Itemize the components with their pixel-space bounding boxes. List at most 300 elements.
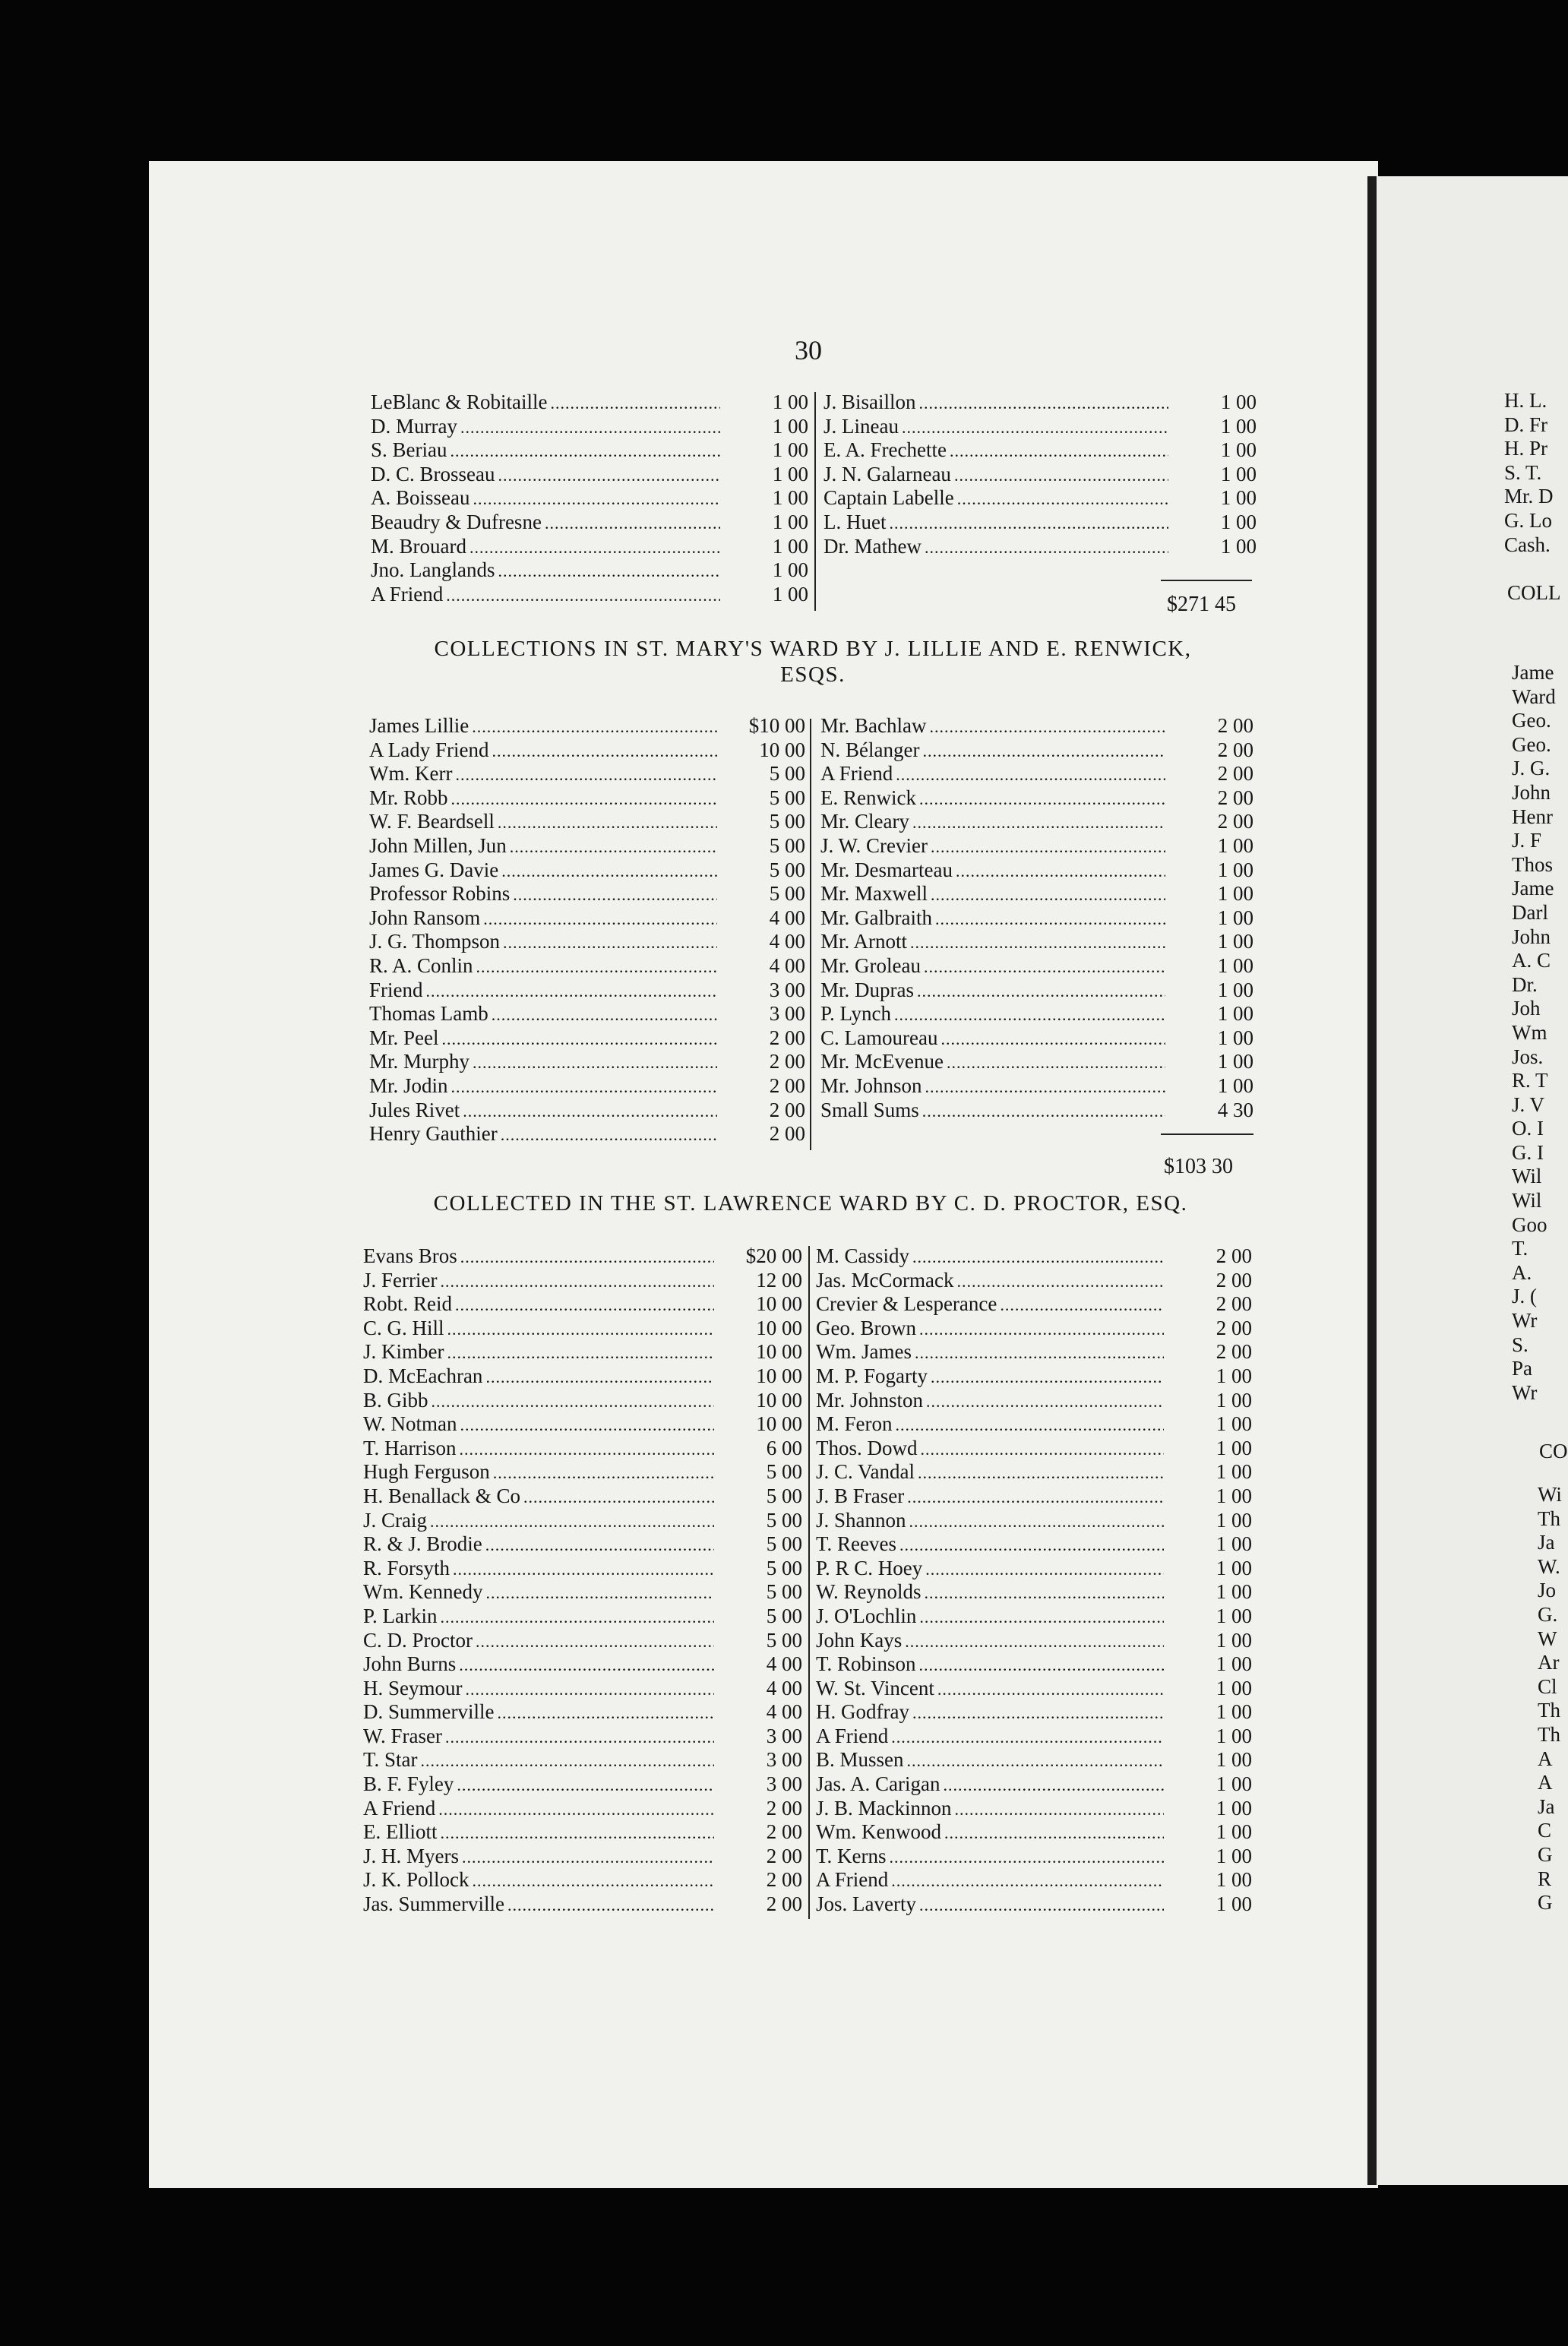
entry-amount: 5 00 <box>769 810 805 833</box>
entry-amount: 1 00 <box>772 582 808 605</box>
list-item <box>816 1629 1252 1653</box>
fragment-line: O. I <box>1512 1117 1544 1140</box>
leader-dots <box>451 787 717 811</box>
entry-name: Wm. James <box>816 1340 912 1364</box>
leader-dots <box>896 763 1165 787</box>
leader-dots <box>910 931 1165 955</box>
leader-dots <box>899 1533 1164 1557</box>
leader-dots <box>430 1510 714 1534</box>
leader-dots <box>523 1485 714 1510</box>
entry-name: J. Kimber <box>363 1340 444 1364</box>
leader-dots <box>466 1677 715 1702</box>
entry-name: A Lady Friend <box>369 738 489 761</box>
leader-dots <box>455 763 717 787</box>
fragment-line: W. <box>1538 1554 1560 1578</box>
leader-dots <box>956 859 1165 884</box>
list-item <box>816 1532 1252 1557</box>
list-item <box>824 415 1257 439</box>
list-item <box>816 1820 1252 1845</box>
fragment-line: G <box>1538 1842 1553 1866</box>
leader-dots <box>902 416 1168 440</box>
list-item <box>369 786 805 811</box>
entry-name: D. C. Brosseau <box>371 462 495 485</box>
entry-amount: 1 00 <box>1217 833 1253 857</box>
next-page-heading1: COLL <box>1507 581 1561 604</box>
list-item <box>363 1652 802 1677</box>
entry-amount: 1 00 <box>1216 1436 1252 1459</box>
list-item <box>363 1748 802 1772</box>
entry-amount: 1 00 <box>1217 1073 1253 1097</box>
entry-amount: 1 00 <box>1216 1484 1252 1507</box>
list-item <box>820 930 1253 954</box>
fragment-line: Ar <box>1538 1651 1560 1674</box>
entry-amount: 5 00 <box>766 1460 802 1484</box>
entry-amount: 4 00 <box>769 930 805 953</box>
list-item <box>363 1820 802 1845</box>
leader-dots <box>954 463 1168 488</box>
entry-name: P. R C. Hoey <box>816 1556 923 1579</box>
list-item <box>816 1892 1252 1917</box>
list-item <box>820 786 1253 811</box>
leader-dots <box>462 1845 714 1870</box>
entry-name: J. Shannon <box>816 1508 906 1532</box>
entry-amount: 2 00 <box>1217 762 1253 786</box>
entry-amount: 1 00 <box>1220 462 1257 485</box>
leader-dots <box>924 955 1165 979</box>
entry-name: C. Lamoureau <box>820 1026 938 1049</box>
entry-amount: 1 00 <box>1216 1508 1252 1532</box>
leader-dots <box>919 787 1165 811</box>
list-item <box>824 486 1257 511</box>
fragment-line: G. Lo <box>1504 508 1552 532</box>
list-item <box>369 738 805 763</box>
entry-name: M. Feron <box>816 1412 893 1436</box>
entry-name: C. G. Hill <box>363 1316 444 1339</box>
leader-dots <box>907 1485 1164 1510</box>
list-item <box>816 1317 1252 1341</box>
leader-dots <box>492 739 717 764</box>
fragment-line: Cash. <box>1504 533 1551 556</box>
entry-amount: 3 00 <box>769 1002 805 1026</box>
entry-amount: $20 00 <box>745 1244 802 1267</box>
entry-name: Robt. Reid <box>363 1292 453 1316</box>
entry-name: Wm. Kerr <box>369 762 453 786</box>
list-item <box>816 1437 1252 1461</box>
entry-amount: 5 00 <box>766 1604 802 1627</box>
list-item <box>363 1700 802 1725</box>
list-item <box>820 834 1253 858</box>
list-item <box>816 1700 1252 1725</box>
leader-dots <box>917 979 1165 1004</box>
entry-amount: 1 00 <box>1216 1652 1252 1676</box>
fragment-line: J. ( <box>1512 1285 1537 1308</box>
leader-dots <box>501 1123 717 1147</box>
entry-name: Jules Rivet <box>369 1098 460 1121</box>
list-item <box>824 463 1257 487</box>
entry-amount: 2 00 <box>766 1868 802 1892</box>
entry-amount: 1 00 <box>1216 1604 1252 1627</box>
leader-dots <box>447 1317 714 1342</box>
leader-dots <box>912 1245 1164 1269</box>
fragment-line: S. <box>1512 1333 1528 1356</box>
leader-dots <box>438 1797 714 1822</box>
list-item <box>820 810 1253 834</box>
entry-amount: 2 00 <box>769 1073 805 1097</box>
leader-dots <box>460 1245 714 1269</box>
leader-dots <box>476 1630 714 1654</box>
next-page-heading2: CO <box>1539 1440 1568 1462</box>
entry-amount: 5 00 <box>766 1508 802 1532</box>
leader-dots <box>925 1581 1164 1605</box>
entry-name: Dr. Mathew <box>824 534 922 558</box>
list-item <box>363 1389 802 1413</box>
list-item <box>369 810 805 834</box>
entry-name: Mr. Jodin <box>369 1073 448 1097</box>
list-item <box>363 1797 802 1821</box>
list-item <box>363 1509 802 1533</box>
entry-amount: 2 00 <box>1216 1316 1252 1339</box>
next-page-list1 <box>1512 661 1568 1405</box>
entry-amount: 1 00 <box>1216 1700 1252 1724</box>
entry-name: E. A. Frechette <box>824 438 947 462</box>
fragment-line: Joh <box>1512 997 1541 1020</box>
fragment-line: Cl <box>1538 1674 1557 1698</box>
leader-dots <box>513 883 717 907</box>
section1-divider <box>814 392 816 611</box>
list-item <box>369 954 805 979</box>
entry-amount: 2 00 <box>1216 1268 1252 1292</box>
entry-amount: 2 00 <box>1217 786 1253 809</box>
entry-amount: 1 00 <box>1216 1580 1252 1604</box>
leader-dots <box>510 835 717 859</box>
entry-amount: 10 00 <box>759 738 805 761</box>
section1-total-rule <box>1161 580 1252 581</box>
entry-amount: 5 00 <box>769 858 805 881</box>
leader-dots <box>473 1869 714 1893</box>
list-item <box>820 762 1253 786</box>
entry-name: D. Summerville <box>363 1700 495 1724</box>
leader-dots <box>550 391 720 416</box>
section2-heading-line1: COLLECTIONS IN ST. MARY'S WARD BY J. LILLIE AND E. RENWICK, <box>434 637 1192 661</box>
entry-name: Wm. Kenwood <box>816 1820 941 1844</box>
entry-name: J. Lineau <box>824 414 899 438</box>
entry-amount: 10 00 <box>756 1292 802 1316</box>
entry-name: R. A. Conlin <box>369 953 473 977</box>
list-item <box>363 1677 802 1701</box>
list-item <box>820 906 1253 931</box>
leader-dots <box>950 439 1168 463</box>
entry-name: S. Beriau <box>371 438 447 462</box>
entry-amount: 1 00 <box>1216 1412 1252 1436</box>
entry-name: Mr. Robb <box>369 786 448 809</box>
list-item <box>371 558 808 583</box>
section2-right-column <box>820 714 1253 1122</box>
fragment-line: G. <box>1538 1602 1558 1626</box>
fragment-line: Wr <box>1512 1309 1538 1333</box>
entry-name: W. Reynolds <box>816 1580 922 1604</box>
list-item <box>363 1605 802 1629</box>
leader-dots <box>451 1075 717 1099</box>
list-item <box>371 390 808 415</box>
list-item <box>371 486 808 511</box>
fragment-line: Jame <box>1512 661 1554 684</box>
entry-amount: 1 00 <box>1217 1002 1253 1026</box>
list-item <box>820 1099 1253 1123</box>
entry-amount: 4 00 <box>769 953 805 977</box>
entry-name: M. Brouard <box>371 534 466 558</box>
leader-dots <box>460 416 720 440</box>
fragment-line: T. <box>1512 1237 1528 1260</box>
entry-amount: 1 00 <box>772 438 808 462</box>
entry-name: N. Bélanger <box>820 738 920 761</box>
leader-dots <box>943 1773 1164 1797</box>
list-item <box>816 1557 1252 1581</box>
list-item <box>369 979 805 1003</box>
entry-amount: 1 00 <box>1216 1748 1252 1772</box>
section2-left-column <box>369 714 805 1146</box>
entry-name: Mr. Galbraith <box>820 906 932 929</box>
next-page-top-list <box>1504 389 1568 557</box>
section2-divider <box>810 719 811 1150</box>
fragment-line: Wr <box>1512 1380 1538 1404</box>
entry-name: J. Ferrier <box>363 1268 438 1292</box>
list-item <box>369 1074 805 1099</box>
entry-amount: 1 00 <box>1216 1364 1252 1387</box>
entry-amount: 1 00 <box>772 414 808 438</box>
entry-amount: 1 00 <box>1217 978 1253 1001</box>
list-item <box>363 1532 802 1557</box>
leader-dots <box>1000 1293 1164 1317</box>
entry-name: Jno. Langlands <box>371 558 495 582</box>
entry-amount: 2 00 <box>766 1892 802 1916</box>
fragment-line: A. <box>1512 1260 1532 1284</box>
fragment-line: Goo <box>1512 1213 1547 1236</box>
fragment-line: Ja <box>1538 1531 1555 1554</box>
leader-dots <box>545 511 720 536</box>
list-item <box>363 1437 802 1461</box>
entry-name: Jas. Summerville <box>363 1892 504 1916</box>
list-item <box>816 1292 1252 1317</box>
list-item <box>371 511 808 535</box>
section2-total-rule <box>1161 1133 1253 1135</box>
list-item <box>824 438 1257 463</box>
entry-amount: 1 00 <box>1216 1628 1252 1652</box>
list-item <box>816 1364 1252 1389</box>
entry-name: T. Robinson <box>816 1652 916 1676</box>
leader-dots <box>440 1269 714 1294</box>
entry-name: J. B. Mackinnon <box>816 1796 952 1820</box>
entry-name: Mr. Arnott <box>820 930 908 953</box>
entry-name: James Lillie <box>369 714 469 737</box>
entry-name: J. N. Galarneau <box>824 462 951 485</box>
entry-amount: 1 00 <box>1217 906 1253 929</box>
entry-name: T. Star <box>363 1748 418 1772</box>
entry-amount: 1 00 <box>1216 1820 1252 1844</box>
list-item <box>363 1772 802 1797</box>
list-item <box>363 1292 802 1317</box>
leader-dots <box>472 715 717 739</box>
fragment-line: Dr. <box>1512 972 1538 996</box>
entry-name: J. W. Crevier <box>820 833 928 857</box>
entry-name: Mr. Peel <box>369 1026 439 1049</box>
entry-name: Mr. Groleau <box>820 953 921 977</box>
list-item <box>369 906 805 931</box>
fragment-line: Wil <box>1512 1189 1542 1213</box>
leader-dots <box>935 907 1165 931</box>
list-item <box>816 1244 1252 1269</box>
entry-amount: 5 00 <box>769 762 805 786</box>
fragment-line: Th <box>1538 1699 1560 1722</box>
fragment-line: Pa <box>1512 1357 1532 1380</box>
list-item <box>816 1412 1252 1437</box>
entry-amount: 10 00 <box>756 1412 802 1436</box>
entry-name: R. Forsyth <box>363 1556 450 1579</box>
entry-amount: 2 00 <box>1216 1340 1252 1364</box>
entry-amount: 1 00 <box>772 390 808 413</box>
leader-dots <box>912 1701 1164 1725</box>
entry-amount: 1 00 <box>1220 414 1257 438</box>
list-item <box>816 1845 1252 1869</box>
entry-name: A Friend <box>371 582 444 605</box>
fragment-line: Darl <box>1512 900 1548 924</box>
entry-amount: 1 00 <box>772 510 808 533</box>
entry-name: W. Fraser <box>363 1724 442 1747</box>
page-number: 30 <box>795 335 822 365</box>
entry-name: B. F. Fyley <box>363 1772 454 1796</box>
leader-dots <box>459 1653 714 1677</box>
fragment-line: D. Fr <box>1504 413 1548 436</box>
entry-name: J. B Fraser <box>816 1484 905 1507</box>
entry-name: T. Reeves <box>816 1532 896 1556</box>
list-item <box>816 1797 1252 1821</box>
entry-name: Mr. Desmarteau <box>820 858 953 881</box>
entry-name: Hugh Ferguson <box>363 1460 490 1484</box>
list-item <box>363 1892 802 1917</box>
leader-dots <box>442 1027 718 1051</box>
entry-amount: 1 00 <box>772 558 808 582</box>
entry-amount: 3 00 <box>769 978 805 1001</box>
fragment-line: Ja <box>1538 1794 1555 1818</box>
list-item <box>369 1026 805 1051</box>
leader-dots <box>492 1003 717 1027</box>
entry-name: Captain Labelle <box>824 486 954 510</box>
entry-name: J. G. Thompson <box>369 930 501 953</box>
leader-dots <box>497 1701 714 1725</box>
leader-dots <box>922 739 1165 764</box>
entry-name: Small Sums <box>820 1098 919 1121</box>
list-item <box>816 1580 1252 1605</box>
fragment-line: H. L. <box>1504 389 1547 412</box>
list-item <box>816 1868 1252 1892</box>
leader-dots <box>483 907 717 931</box>
entry-amount: 10 00 <box>756 1388 802 1412</box>
fragment-line: John <box>1512 780 1551 804</box>
leader-dots <box>919 1653 1164 1677</box>
entry-amount: 12 00 <box>756 1268 802 1292</box>
entry-amount: 5 00 <box>766 1580 802 1604</box>
fragment-line: Wi <box>1538 1483 1562 1506</box>
leader-dots <box>485 1365 714 1390</box>
entry-amount: 6 00 <box>766 1436 802 1459</box>
list-item <box>820 714 1253 738</box>
list-item <box>363 1244 802 1269</box>
fragment-line: A. C <box>1512 949 1551 972</box>
leader-dots <box>485 1533 714 1557</box>
entry-amount: 5 00 <box>766 1628 802 1652</box>
section1-left-column <box>371 390 808 606</box>
entry-name: W. St. Vincent <box>816 1676 934 1699</box>
entry-name: John Kays <box>816 1628 903 1652</box>
leader-dots <box>921 1437 1165 1462</box>
section3-left-column <box>363 1244 802 1917</box>
fragment-line: Geo. <box>1512 732 1551 756</box>
list-item <box>369 858 805 883</box>
leader-dots <box>485 1581 714 1605</box>
leader-dots <box>944 1821 1164 1845</box>
leader-dots <box>889 1845 1164 1870</box>
leader-dots <box>445 1725 714 1750</box>
leader-dots <box>459 1437 714 1462</box>
list-item <box>820 858 1253 883</box>
leader-dots <box>426 979 718 1004</box>
entry-name: M. Cassidy <box>816 1244 910 1267</box>
list-item <box>369 1050 805 1074</box>
list-item <box>363 1868 802 1892</box>
leader-dots <box>918 1461 1164 1485</box>
entry-name: Thomas Lamb <box>369 1002 488 1026</box>
fragment-line: Ward <box>1512 685 1556 708</box>
entry-name: Jas. McCormack <box>816 1268 954 1292</box>
leader-dots <box>498 463 721 488</box>
fragment-line: R <box>1538 1867 1552 1890</box>
leader-dots <box>905 1630 1164 1654</box>
entry-amount: 1 00 <box>1220 390 1257 413</box>
leader-dots <box>956 1269 1164 1294</box>
entry-name: Mr. Cleary <box>820 810 909 833</box>
entry-name: T. Kerns <box>816 1844 887 1867</box>
entry-amount: 10 00 <box>756 1340 802 1364</box>
leader-dots <box>931 1365 1164 1390</box>
entry-name: Henry Gauthier <box>369 1122 498 1146</box>
leader-dots <box>937 1677 1164 1702</box>
list-item <box>363 1725 802 1749</box>
entry-amount: 4 00 <box>766 1652 802 1676</box>
entry-name: J. O'Lochlin <box>816 1604 917 1627</box>
section3-right-column <box>816 1244 1252 1917</box>
entry-amount: 1 00 <box>1216 1388 1252 1412</box>
leader-dots <box>420 1749 714 1773</box>
entry-name: Professor Robins <box>369 882 511 906</box>
entry-name: Friend <box>369 978 423 1001</box>
entry-amount: 1 00 <box>1220 534 1257 558</box>
leader-dots <box>450 439 721 463</box>
entry-name: J. C. Vandal <box>816 1460 915 1484</box>
entry-amount: 1 00 <box>1216 1796 1252 1820</box>
fragment-line: Th <box>1538 1507 1560 1530</box>
list-item <box>824 535 1257 559</box>
entry-amount: 4 30 <box>1217 1098 1253 1121</box>
entry-name: W. Notman <box>363 1412 457 1436</box>
entry-name: Wm. Kennedy <box>363 1580 483 1604</box>
leader-dots <box>463 1099 717 1124</box>
list-item <box>369 762 805 786</box>
entry-name: B. Mussen <box>816 1748 904 1772</box>
list-item <box>363 1269 802 1293</box>
leader-dots <box>915 1341 1164 1365</box>
leader-dots <box>441 1605 715 1630</box>
entry-amount: 10 00 <box>756 1316 802 1339</box>
entry-name: H. Benallack & Co <box>363 1484 520 1507</box>
